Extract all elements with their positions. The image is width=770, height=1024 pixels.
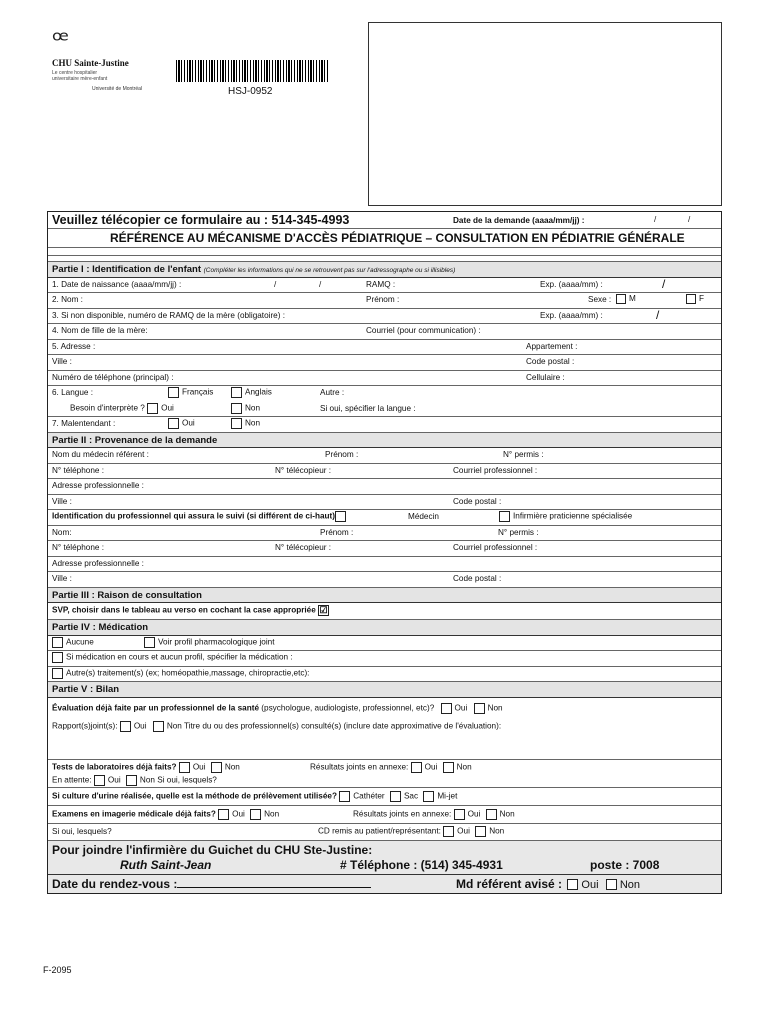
part2-header [48,433,721,449]
non-label: Non [224,762,240,772]
joindre-label: Pour joindre l'infirmière du Guichet du CHU Ste-Justine: [52,842,373,857]
ramq-mother-row [48,309,721,325]
part1-title: Partie I : Identification de l'enfant [52,264,201,275]
mother-name-label[interactable]: 4. Nom de fille de la mère: [52,326,148,335]
catheter-checkbox[interactable] [339,791,350,802]
sexe-label: Sexe : [588,295,612,304]
followup-phone-row [48,541,721,557]
tel-label[interactable]: N° téléphone : [52,543,104,552]
attente-non-checkbox[interactable] [126,775,137,786]
part1-header [48,262,721,278]
tel-label[interactable]: N° téléphone : [52,465,104,475]
cd-non-checkbox[interactable] [475,826,486,837]
non-label: Non [139,775,155,785]
rdv-label: Date du rendez-vous : [52,876,178,891]
doctor-city-row [48,495,721,511]
rapports-oui-checkbox[interactable] [120,721,131,732]
address-row [48,340,721,356]
part3-header [48,588,721,604]
telecopieur-label[interactable]: N° télécopieur : [275,465,332,475]
part5-header [48,682,721,698]
infirmiere-checkbox[interactable] [499,511,510,522]
specify-language-label[interactable]: Si oui, spécifier la langue : [320,403,416,413]
evaluation-non-checkbox[interactable] [474,703,485,714]
prenom-label[interactable]: Prénom : [320,527,354,537]
courriel-label[interactable]: Courriel (pour communication) : [366,326,481,335]
resultats-non-checkbox[interactable] [443,762,454,773]
dob-slash[interactable]: / [274,279,277,289]
followup-ident-label: Identification du professionnel qui assura le suivi (si différent de ci-haut) [52,511,335,521]
tests-oui-checkbox[interactable] [179,762,190,773]
resultats-label: Résultats joints en annexe: [310,762,409,772]
non-label: Non [264,809,280,819]
anglais-checkbox[interactable] [231,387,242,398]
mother-name-row [48,324,721,340]
autre-label[interactable]: Autre : [320,388,345,397]
checked-box-icon: ☑ [319,605,328,615]
form-code: HSJ-0952 [228,86,273,97]
mijet-label: Mi-jet [437,791,458,801]
part5-title: Partie V : Bilan [52,684,120,695]
ramq-mother-label[interactable]: 3. Si non disponible, numéro de RAMQ de la mère (obligatoire) : [52,310,286,320]
exp-slash[interactable]: / [662,276,666,291]
fax-row [48,212,721,229]
non-label: Non [166,721,182,731]
malentendant-oui-checkbox[interactable] [168,418,179,429]
interprete-label: Besoin d'interprète ? [70,403,145,413]
non-label: Non [245,418,261,428]
barcode [176,60,328,82]
addressograph-box[interactable] [368,22,722,206]
sexe-f-checkbox[interactable] [686,294,696,304]
voir-profil-label: Voir profil pharmacologique joint [158,637,275,647]
culture-label: Si culture d'urine réalisée, quelle est la méthode de prélèvement utilisée? [52,791,337,801]
adresse-label[interactable]: 5. Adresse : [52,341,96,351]
rapports-non-checkbox[interactable] [153,721,164,732]
oui-label: Oui [457,826,470,836]
reason-row [48,603,721,620]
imagerie-non-checkbox[interactable] [250,809,261,820]
img-resultats-non-checkbox[interactable] [486,809,497,820]
oui-label: Oui [467,809,481,819]
rapports-label: Rapport(s)joint(s): [52,721,118,731]
exp-label: Exp. (aaaa/mm) : [540,279,603,289]
nurse-name: Ruth Saint-Jean [120,857,212,872]
oui-label: Oui [192,762,206,772]
attente-oui-checkbox[interactable] [94,775,105,786]
logo-figure-icon: ꟹ [52,26,69,56]
rdv-field[interactable] [177,878,371,888]
prenom-label[interactable]: Prénom : [366,295,400,304]
resultats-label: Résultats joints en annexe: [353,809,452,819]
oui-label: Oui [232,809,245,819]
followup-ident-row [48,510,721,526]
nurse-extension: poste : 7008 [590,857,660,872]
oui-label: Oui [133,721,147,731]
evaluation-label: Évaluation déjà faite par un professionnel de la santé [52,703,260,713]
titre-label[interactable]: Titre du ou des professionnel(s) consulté(s) (inclure date approximative de l'évaluation): [184,721,502,731]
infirmiere-label: Infirmière praticienne spécialisée [513,511,633,521]
form-title: RÉFÉRENCE AU MÉCANISME D'ACCÈS PÉDIATRIQUE – CONSULTATION EN PÉDIATRIE GÉNÉRALE [110,231,685,245]
ville-label[interactable]: Ville : [52,496,72,506]
sexe-m-checkbox[interactable] [616,294,626,304]
sac-checkbox[interactable] [390,791,401,802]
malentendant-label: 7. Malentendant : [52,419,116,428]
doctor-address-row [48,479,721,495]
date-slash[interactable]: / [688,215,691,224]
nurse-contact-row [48,841,721,875]
telephone-label[interactable]: Numéro de téléphone (principal) : [52,372,174,382]
non-label: Non [619,878,641,891]
cellulaire-label[interactable]: Cellulaire : [526,372,565,382]
reports-row [48,718,721,760]
si-medication-checkbox[interactable] [52,652,63,663]
catheter-label: Cathéter [353,791,385,801]
adresse-pro-label[interactable]: Adresse professionnelle : [52,558,144,568]
date-slash[interactable]: / [654,215,657,224]
form-number: F-2095 [43,965,72,975]
fax-instruction: Veuillez télécopier ce formulaire au : 514-345-4993 [52,213,350,227]
adresse-pro-label[interactable]: Adresse professionnelle : [52,481,144,490]
spacer [48,248,721,256]
sexe-f-label: F [699,294,705,304]
nom-label[interactable]: 2. Nom : [52,295,83,304]
ramq-label[interactable]: RAMQ : [366,279,396,289]
lab-tests-row [48,760,721,788]
nurse-phone: # Téléphone : (514) 345-4931 [340,857,503,872]
autres-checkbox[interactable] [52,668,63,679]
attente-label: En attente: [52,775,92,785]
name-row [48,293,721,309]
part4-title: Partie IV : Médication [52,622,149,633]
img-resultats-oui-checkbox[interactable] [454,809,465,820]
courriel-pro-label[interactable]: Courriel professionnel : [453,465,538,475]
voir-profil-checkbox[interactable] [144,637,155,648]
non-label: Non [456,762,472,772]
evaluation-row [48,698,721,718]
francais-label: Français [182,387,214,397]
malentendant-non-checkbox[interactable] [231,418,242,429]
oui-label: Oui [581,878,599,891]
appointment-row [48,875,721,893]
followup-name-row [48,526,721,542]
sexe-m-label: M [629,294,636,304]
mijet-checkbox[interactable] [423,791,434,802]
logo-subtitle: Le centre hospitalier universitaire mère-enfant [52,70,108,82]
exp-label: Exp. (aaaa/mm) : [540,310,603,320]
ville-label[interactable]: Ville : [52,574,72,583]
cd-label: CD remis au patient/représentant: [318,826,441,836]
title-row [48,229,721,248]
ville-label[interactable]: Ville : [52,357,72,366]
oui-label: Oui [107,775,121,785]
urine-culture-row [48,788,721,806]
imagerie-label: Examens en imagerie médicale déjà faits? [52,809,216,819]
medecin-cb-label: Médecin [408,512,439,521]
part1-note: (Compléter les informations qui ne se retrouvent pas sur l'adressographe ou si illisibles) [203,267,456,274]
avise-oui-checkbox[interactable] [567,879,578,890]
evaluation-details: (psychologue, audiologiste, professionnel, etc)? [261,703,435,713]
doctor-phone-row [48,464,721,480]
si-oui-imaging-label[interactable]: Si oui, lesquels? [52,826,112,836]
aucune-label: Aucune [66,637,94,647]
referring-doctor-row [48,448,721,464]
hearing-row [48,417,721,433]
request-date-label: Date de la demande (aaaa/mm/jj) : [453,216,585,225]
followup-city-row [48,572,721,588]
interpreter-row [48,402,721,418]
part3-title: Partie III : Raison de consultation [52,589,202,601]
si-medication-label: Si médication en cours et aucun profil, spécifier la médication : [66,652,293,662]
oui-label: Oui [424,762,438,772]
medecin-label[interactable]: Nom du médecin référent : [52,450,149,459]
permis-label[interactable]: N° permis : [503,450,544,459]
followup-address-row [48,557,721,573]
part4-header [48,620,721,636]
autres-label: Autre(s) traitement(s) (ex; homéopathie,massage, chiropractie,etc): [66,668,310,678]
logo-university: Université de Montréal [92,86,143,92]
medecin-checkbox[interactable] [335,511,346,522]
exp-slash[interactable]: / [656,307,660,322]
imagerie-oui-checkbox[interactable] [218,809,229,820]
aucune-checkbox[interactable] [52,637,63,648]
courriel-pro-label[interactable]: Courriel professionnel : [453,543,538,552]
part2-title: Partie II : Provenance de la demande [52,434,218,446]
resultats-oui-checkbox[interactable] [411,762,422,773]
code-postal-label[interactable]: Code postal : [453,574,502,583]
non-label: Non [245,403,261,413]
imaging-row [48,806,721,824]
phone-row [48,371,721,387]
chu-logo [52,28,162,92]
si-oui-lesquels-label[interactable]: Si oui, lesquels? [157,775,217,785]
medication-none-row [48,636,721,652]
anglais-label: Anglais [245,387,272,397]
nom-label[interactable]: Nom: [52,527,72,537]
dob-label: 1. Date de naissance (aaaa/mm/jj) : [52,279,182,289]
telecopieur-label[interactable]: N° télécopieur : [275,543,332,552]
dob-slash[interactable]: / [319,279,322,289]
logo-name: CHU Sainte-Justine [52,58,129,68]
city-row [48,355,721,371]
tests-label: Tests de laboratoires déjà faits? [52,762,177,772]
oui-label: Oui [454,703,468,713]
sac-label: Sac [403,791,419,801]
appartement-label[interactable]: Appartement : [526,341,578,351]
tests-non-checkbox[interactable] [211,762,222,773]
langue-label: 6. Langue : [52,388,93,397]
oui-label: Oui [161,403,174,413]
code-postal-label[interactable]: Code postal : [526,357,575,366]
other-treatment-row [48,667,721,683]
language-row [48,386,721,402]
avise-label: Md référent avisé : [456,876,563,891]
avise-non-checkbox[interactable] [606,879,617,890]
prenom-label[interactable]: Prénom : [325,450,359,459]
francais-checkbox[interactable] [168,387,179,398]
code-postal-label[interactable]: Code postal : [453,496,502,506]
permis-label[interactable]: N° permis : [498,527,539,537]
non-label: Non [489,826,505,836]
medication-specify-row [48,651,721,667]
referral-form [47,211,722,894]
non-label: Non [499,809,515,819]
cd-oui-checkbox[interactable] [443,826,454,837]
evaluation-oui-checkbox[interactable] [441,703,452,714]
oui-label: Oui [182,418,195,428]
interprete-non-checkbox[interactable] [231,403,242,414]
reason-instruction: SVP, choisir dans le tableau au verso en cochant la case appropriée [52,605,316,615]
cd-row [48,824,721,841]
interprete-oui-checkbox[interactable] [147,403,158,414]
non-label: Non [487,703,503,713]
dob-row [48,278,721,294]
